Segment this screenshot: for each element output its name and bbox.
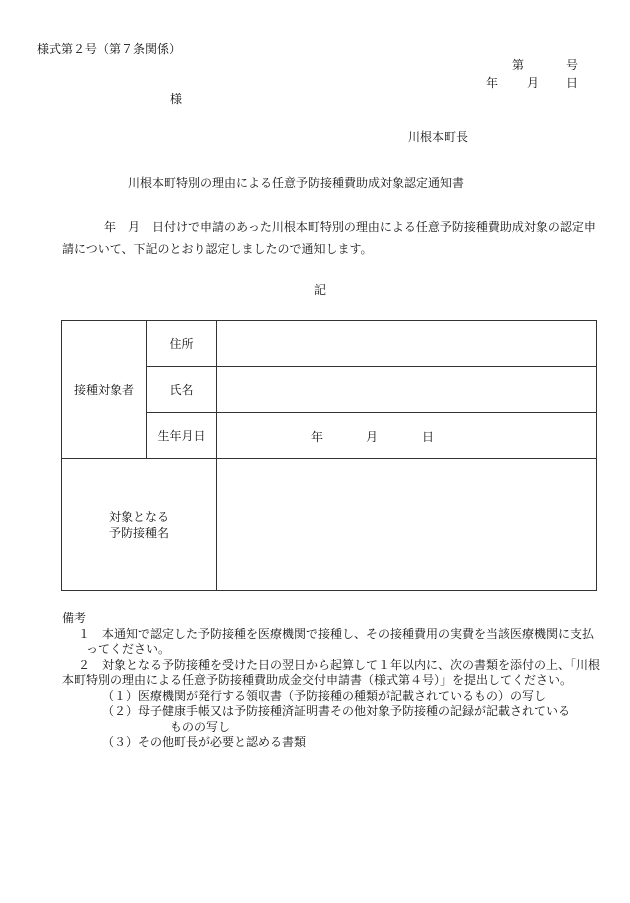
target-vaccine-label [62,459,217,591]
name-label: 氏名 [147,367,217,413]
addressee-sama: 様 [170,92,183,106]
issuer-name: 川根本町長 [408,130,469,144]
ki-heading: 記 [314,283,327,297]
form-number: 様式第２号（第７条関係） [37,42,182,56]
note-item-1: １ 本通知で認定した予防接種を医療機関で接種し、その接種費用の実費を当該医療機関に支払ってください。 [78,626,595,656]
note-item-2: ２ 対象となる予防接種を受けた日の翌日から起算して１年以内に、次の書類を添付の上、「川根本町特別の理由による任意予防接種費助成金交付申請書（様式第４号）」を提出してください。 [62,657,601,687]
recipient-group-label: 接種対象者 [62,321,147,459]
address-label: 住所 [147,321,217,367]
target-label-line1: 対象となる [108,509,169,524]
name-field[interactable] [217,367,597,413]
note-sub-2b: ものの写し [170,719,231,734]
dob-year: 年 [311,430,324,444]
notes-section [62,611,602,751]
target-label-line2: 予防接種名 [108,525,169,540]
note-sub-2a: （２）母子健康手帳又は予防接種済証明書その他対象予防接種の記録が記載されている [102,704,571,718]
note-sub-1: （１）医療機関が発行する領収書（予防接種の種類が記載されているもの）の写し [102,688,547,703]
dob-field[interactable] [217,413,597,459]
date-day: 日 [566,76,579,90]
body-paragraph: 年 月 日付けで申請のあった川根本町特別の理由による任意予防接種費助成対象の認定申請について、下記のとおり認定しましたので通知します。 [62,220,596,256]
target-vaccine-field[interactable] [217,459,597,591]
date-year: 年 [486,76,499,90]
number-dai: 第 [512,58,525,72]
dob-month: 月 [366,430,379,444]
dob-day: 日 [422,430,435,444]
recipient-table [61,320,597,591]
date-month: 月 [527,76,540,90]
notes-heading: 備考 [62,611,87,625]
dob-label: 生年月日 [147,413,217,459]
number-go: 号 [566,58,579,72]
document-title: 川根本町特別の理由による任意予防接種費助成対象認定通知書 [128,176,465,190]
address-field[interactable] [217,321,597,367]
note-sub-3: （３）その他町長が必要と認める書類 [102,735,307,749]
